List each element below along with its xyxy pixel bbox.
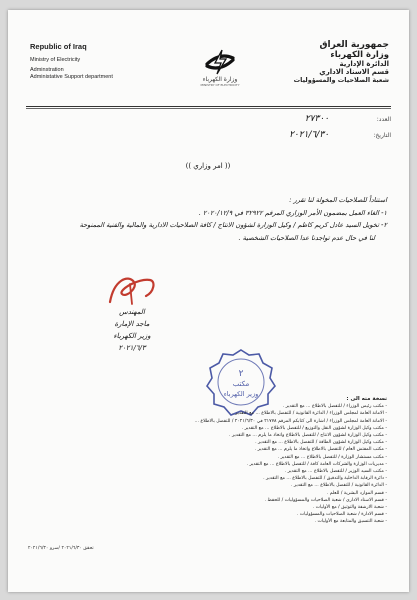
cc-item: - شعبة الارشفة والتوثيق / مع الأوليات . xyxy=(312,505,387,511)
cc-item: - دائرة الرقابة الداخلية والتدقيق / للتفضل بالاطلاع ... مع التقدير . xyxy=(263,476,387,482)
order-item-2-cont: لنا في حال عدم تواجدنا عدا الصلاحيات الشخصية . xyxy=(238,233,375,242)
cc-item: - الدائرة القانونية / للتفضل بالاطلاع ... مع التقدير . xyxy=(291,483,387,489)
document-page xyxy=(8,10,409,592)
copy-recipients xyxy=(67,396,387,526)
cc-heading: نسخة منه الى : xyxy=(346,396,387,402)
stamp-office: مكتب xyxy=(232,380,250,388)
stamp-number: ٢ xyxy=(238,369,244,379)
ministry-logo xyxy=(196,48,244,96)
country-ar: جمهورية العراق xyxy=(319,40,389,50)
country-en: Republic of Iraq xyxy=(30,42,87,51)
reference-number-label: العدد: xyxy=(376,116,391,123)
signatory-position: وزير الكهرباء xyxy=(113,332,151,340)
cc-item: - الامانة العامة لمجلس الوزراء / الدائرة القانونية / للتفضل بالاطلاع ... مع التقدير . xyxy=(232,411,387,417)
signature-date: ٢٠٢١/٦/٣ xyxy=(118,344,146,352)
section-ar: قسم الاسناد الاداري xyxy=(319,68,389,76)
ministry-ar: وزارة الكهرباء xyxy=(330,50,389,60)
reference-number: ٢٧٣٠٠ xyxy=(304,114,329,124)
cc-item: - قسم الموارد البشرية / للعلم . xyxy=(326,490,387,496)
cc-item: - مكتب وكيل الوزارة لشؤون النقل والتوزيع / للتفضل بالاطلاع ... مع التقدير . xyxy=(241,425,387,431)
cc-item: - قسم الادارة / شعبة الصلاحيات والمسؤوليات . xyxy=(296,512,387,518)
order-item-2: ٢- تخويل السيد عادل كريم كاظم / وكيل الوزارة لشؤون الانتاج / كافة الصلاحيات الادارية والمالية والفنية الممنوحة xyxy=(79,221,387,229)
order-intro: استناداً للصلاحيات المخولة لنا تقرر : xyxy=(289,196,387,204)
signature-block xyxy=(100,306,164,354)
cc-item: - مديريات الوزارة والشركات العامة كافة / للتفضل بالاطلاع ... مع التقدير . xyxy=(246,461,387,467)
english-letterhead xyxy=(30,42,180,80)
directorate-ar: الدائرة الإدارية xyxy=(339,60,389,68)
cc-item: - مكتب وكيل الوزارة لشؤون الانتاج / للتفضل بالاطلاع واتخاذ ما يلزم ... مع التقدير . xyxy=(229,433,387,439)
cc-item: - الامانة العامة لمجلس الوزراء / اشارة الى كتابكم المرقم ٢١٧٧٨ في ٢٠٢١/٦/٣٠ / للتفضل بالاطلاع ... xyxy=(194,418,387,424)
arabic-letterhead xyxy=(249,40,389,84)
ministry-emblem-icon xyxy=(203,48,237,76)
signatory-title: المهندس xyxy=(119,308,145,316)
reference-date-label: التاريخ: xyxy=(373,132,391,139)
cc-item: - مكتب وكيل الوزارة لشؤون الطاقة / للتفضل بالاطلاع ... مع التقدير . xyxy=(255,440,387,446)
division-ar: شعبة الصلاحيات والمسؤوليات xyxy=(293,76,389,84)
cc-item: - مكتب مستشار الوزارة / للتفضل بالاطلاع ... مع التقدير . xyxy=(277,454,387,460)
document-subject: (( امر وزاري )) xyxy=(185,162,231,170)
stamp-minister: وزير الكهرباء xyxy=(223,390,259,398)
department-en: Administative Support department xyxy=(30,74,113,80)
logo-text-en: MINISTRY OF ELECTRICITY xyxy=(200,83,240,87)
cc-item: - قسم الاسناد الاداري / شعبة الصلاحيات والمسؤوليات / للحفظ . xyxy=(264,497,387,503)
footer-note: تحقق ٢٠٢١/٦/٣٠ /سرو ٢٠٢١/٦/٣٠ xyxy=(28,546,94,551)
order-body xyxy=(42,194,387,244)
cc-item: - شعبة التنسيق والمتابعة مع الأوليات . xyxy=(314,519,387,525)
ministry-en: Ministry of Electricity xyxy=(30,57,81,63)
signatory-name: ماجد الإمارة xyxy=(114,320,150,328)
header-divider-thin xyxy=(26,108,391,109)
cc-item: - مكتب المفتش العام / للتفضل بالاطلاع واتخاذ ما يلزم ... مع التقدير . xyxy=(254,447,387,453)
logo-text-ar: وزارة الكهرباء xyxy=(202,76,238,83)
cc-item: - مكتب السيد الوزير / للتفضل بالاطلاع ... مع التقدير . xyxy=(284,469,387,475)
header-divider xyxy=(26,106,391,107)
order-item-1: ١- الغاء العمل بمضمون الأمر الوزاري المرقم ٣٢٩٢٢ في ٢٠٢٠/١٢/٩ . xyxy=(198,208,387,217)
cc-item: - مكتب رئيس الوزراء / للتفضل بالاطلاع ... مع التقدير . xyxy=(282,404,387,410)
handwritten-signature xyxy=(104,272,160,308)
office-en: Adminstration xyxy=(30,67,64,73)
reference-date: ٢٠٢١/٦/٣٠ xyxy=(289,130,329,140)
